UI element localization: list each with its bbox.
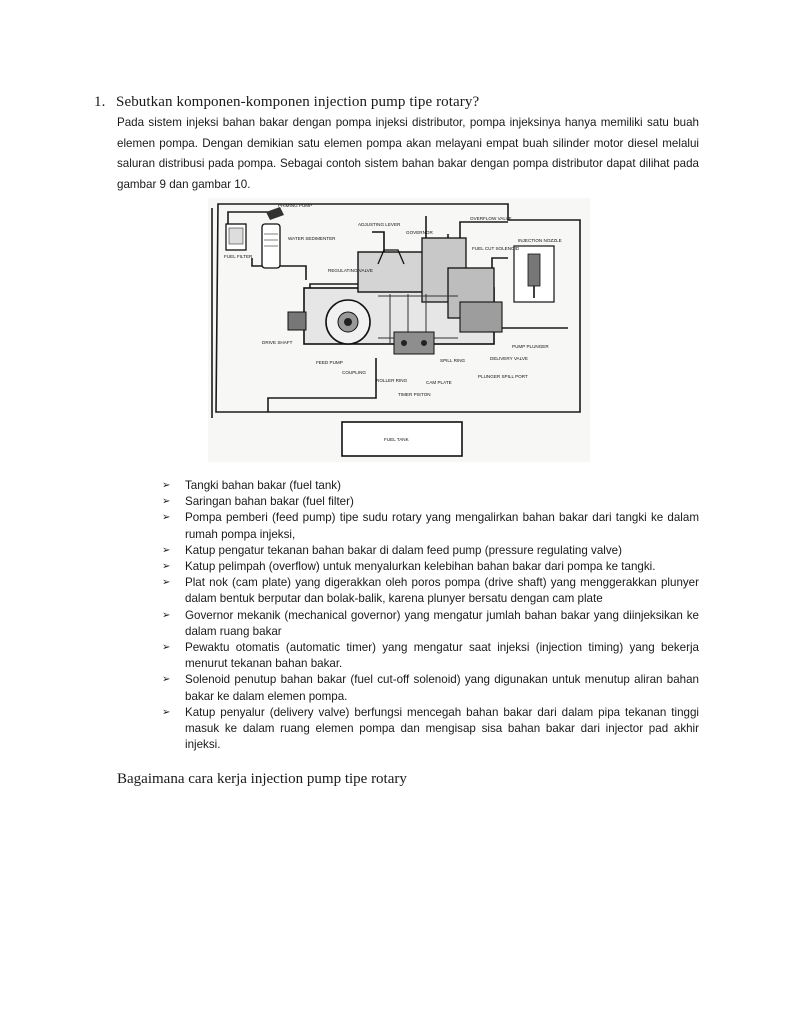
list-item: ➢ Governor mekanik (mechanical governor) yang mengatur jumlah bahan bakar yang diinjeksikan ke dalam ruang bakar — [162, 608, 699, 638]
label-priming-pump: PRIMING PUMP — [278, 203, 313, 208]
label-adjusting-lever: ADJUSTING LEVER — [358, 222, 401, 227]
question-title: Sebutkan komponen-komponen injection pump tipe rotary? — [116, 94, 480, 110]
list-item: ➢ Katup penyalur (delivery valve) berfungsi mencegah bahan bakar dari dalam pipa tekanan tinggi masuk ke dalam ruang elemen pompa dan mengisap sisa bahan bakar dari injector pad akhir injeksi. — [162, 705, 699, 752]
list-item: ➢ Katup pelimpah (overflow) untuk menyalurkan kelebihan bahan bakar dari pompa ke tangki. — [162, 559, 699, 575]
arrow-bullet-icon: ➢ — [162, 609, 171, 621]
arrow-bullet-icon: ➢ — [162, 577, 171, 589]
question-number: 1. — [94, 94, 106, 110]
arrow-bullet-icon: ➢ — [162, 496, 171, 508]
label-timer-piston: TIMER PISTON — [398, 392, 431, 397]
list-item: ➢ Solenoid penutup bahan bakar (fuel cut-off solenoid) yang digunakan untuk menutup aliran bahan bakar ke dalam elemen pompa. — [162, 673, 699, 703]
label-water-sedimenter: WATER SEDIMENTER — [288, 236, 336, 241]
label-cam-plate: CAM PLATE — [426, 380, 452, 385]
next-question-heading: Bagaimana cara kerja injection pump tipe rotary — [117, 771, 407, 787]
arrow-bullet-icon: ➢ — [162, 512, 171, 524]
question-heading — [94, 94, 714, 111]
list-item: ➢ Tangki bahan bakar (fuel tank) — [162, 478, 699, 494]
label-governor: GOVERNOR — [406, 230, 433, 235]
arrow-bullet-icon: ➢ — [162, 706, 171, 718]
label-drive-shaft: DRIVE SHAFT — [262, 340, 293, 345]
arrow-bullet-icon: ➢ — [162, 561, 171, 573]
label-regulating-valve: REGULATING VALVE — [328, 268, 373, 273]
arrow-bullet-icon: ➢ — [162, 674, 171, 686]
list-item: ➢ Katup pengatur tekanan bahan bakar di dalam feed pump (pressure regulating valve) — [162, 543, 699, 559]
label-feed-pump: FEED PUMP — [316, 360, 343, 365]
arrow-bullet-icon: ➢ — [162, 642, 171, 654]
priming-pump-shape — [266, 207, 284, 220]
label-fuel-tank: FUEL TANK — [384, 437, 409, 442]
label-fuel-filter: FUEL FILTER — [224, 254, 253, 259]
label-fuel-cut-solenoid: FUEL CUT SOLENOID — [472, 246, 520, 251]
label-pump-plunger: PUMP PLUNGER — [512, 344, 549, 349]
list-item: ➢ Pompa pemberi (feed pump) tipe sudu rotary yang mengalirkan bahan bakar dari tangki ke dalam rumah pompa injeksi, — [162, 511, 699, 541]
injection-nozzle-shape — [514, 246, 554, 302]
arrow-bullet-icon: ➢ — [162, 544, 171, 556]
list-item: ➢ Saringan bahan bakar (fuel filter) — [162, 494, 699, 510]
injection-pump-diagram — [208, 198, 590, 462]
label-injection-nozzle: INJECTION NOZZLE — [518, 238, 562, 243]
label-plunger-spill-port: PLUNGER SPILL PORT — [478, 374, 528, 379]
label-roller-ring: ROLLER RING — [376, 378, 408, 383]
label-overflow-valve: OVERFLOW VALVE — [470, 216, 512, 221]
label-coupling: COUPLING — [342, 370, 366, 375]
list-item: ➢ Plat nok (cam plate) yang digerakkan oleh poros pompa (drive shaft) yang menggerakkan plunyer dalam bentuk berputar dan bolak-balik, karena plunyer bersatu dengan cam plate — [162, 576, 699, 606]
arrow-bullet-icon: ➢ — [162, 480, 171, 491]
label-delivery-valve: DELIVERY VALVE — [490, 356, 528, 361]
component-list — [162, 478, 699, 753]
label-spill-ring: SPILL RING — [440, 358, 466, 363]
pump-body-shape — [288, 232, 502, 354]
list-item: ➢ Pewaktu otomatis (automatic timer) yang mengatur saat injeksi (injection timing) yang bekerja menurut tekanan bahan bakar. — [162, 641, 699, 671]
intro-paragraph: Pada sistem injeksi bahan bakar dengan pompa injeksi distributor, pompa injeksinya hanya memiliki satu buah elemen pompa. Dengan demikian satu elemen pompa akan melayani empat buah silinder motor diesel melalui saluran distribusi pada pompa. Sebagai contoh sistem bahan bakar dengan pompa distributor dapat dilihat pada gambar 9 dan gambar 10. — [117, 116, 699, 191]
diagram-svg — [208, 198, 590, 462]
